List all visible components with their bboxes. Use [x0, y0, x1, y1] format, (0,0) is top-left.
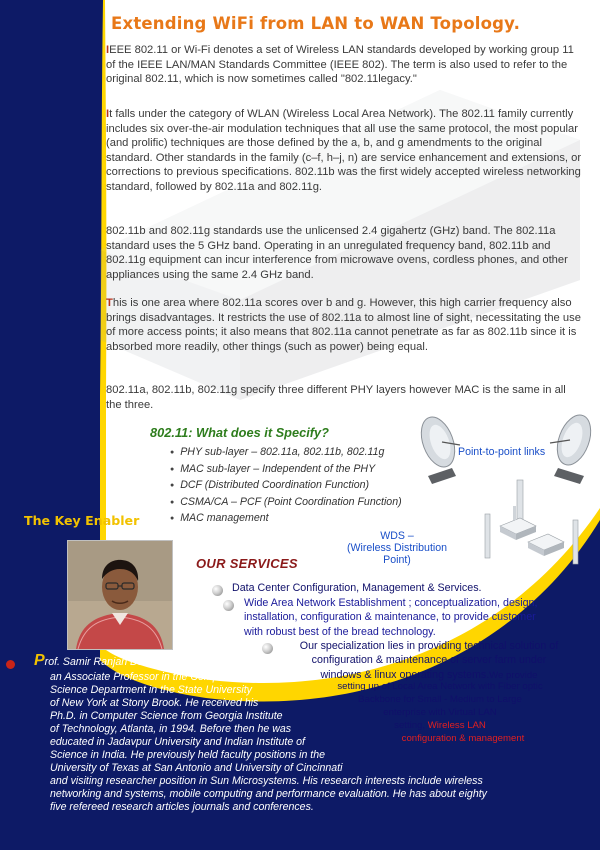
bio-line: of Technology, Atlanta, in 1994. Before then he was: [50, 723, 292, 735]
paragraph-802-11a-tradeoffs: [106, 296, 584, 354]
drop-letter: I: [106, 108, 110, 120]
bio-line: five refereed research articles journals and conferences.: [50, 801, 314, 813]
spec-item: ● MAC sub-layer – Independent of the PHY: [170, 462, 402, 479]
service-line: We provide: [489, 669, 538, 681]
paragraph-text: 802.11a, 802.11b, 802.11g specify three different PHY layers however MAC is the same in all the three.: [106, 384, 566, 411]
spec-list: [170, 445, 402, 528]
service-highlight: configuration & management: [401, 732, 525, 744]
spec-item: ● PHY sub-layer – 802.11a, 802.11b, 802.11g: [170, 445, 402, 462]
bio-line: and visiting researcher position in Sun Microsystems. His research interests include wireless: [50, 775, 483, 787]
paragraph-text: t falls under the category of WLAN (Wireless Local Area Network). The 802.11 family currently includes six over-the-air modulation techniques that all use the same protocol, the most popular (and prolific) techniques are those defined by the a, b, and g amendments to the original standard. Other standards in the family (c–f, h–j, n) are service enhancement and extensions, or corrections to previous specifications. 802.11b was the first widely accepted wireless networking standard, followed by 802.11a and 802.11g.: [106, 108, 582, 193]
page-title: Extending WiFi from LAN to WAN Topology.: [111, 14, 521, 33]
service-line: configuration & maintenance of server farm under: [311, 654, 547, 667]
bio-line-1: [34, 652, 204, 669]
wds-label-line: WDS –: [380, 530, 414, 542]
paragraph-text: his is one area where 802.11a scores over b and g. However, this high carrier frequency also brings disadvantages. It restricts the use of 802.11a to almost line of sight, necessitating the use of more access points; it also means that 802.11a cannot penetrate as far as 802.11b since it is absorbed more readily, other things (such as power) being equal.: [106, 297, 581, 353]
satellite-dish-right-icon: [550, 410, 596, 484]
bio-drop-cap: P: [34, 652, 45, 669]
paragraph-text: 802.11b and 802.11g standards use the unlicensed 2.4 gigahertz (GHz) band. The 802.11a standard uses the 5 GHz band. Operating in an unregulated frequency band, 802.11b and 802.11g equipment can incur interference from microwave ovens, cordless phones, and other appliances using the same 2.4 GHz band.: [106, 225, 568, 281]
paragraph-ieee-intro: [106, 43, 584, 87]
bio-text: rof. Samir Ranjan Das is currently: [44, 656, 204, 668]
service-wan: [244, 596, 594, 639]
satellite-dish-left-icon: [415, 412, 461, 484]
service-line: with robust best of the bread technology.: [244, 625, 436, 638]
service-server-farm: [274, 639, 584, 683]
spec-item: ● DCF (Distributed Coordination Function): [170, 478, 402, 495]
access-point-pole-2-icon: [485, 514, 490, 558]
service-line: Wide Area Network Establishment ; conceptualization, design,: [244, 597, 538, 609]
professor-photo: [67, 540, 173, 650]
access-point-right-icon: [528, 534, 564, 556]
spec-heading: 802.11: What does it Specify?: [150, 425, 329, 440]
bio-line: of New York at Stony Brook. He received his: [50, 697, 259, 709]
service-line: windows & linux operating systems.: [320, 668, 490, 681]
key-enabler-heading: The Key Enabler: [24, 513, 140, 528]
bio-line: Science Department in the State University: [50, 684, 252, 696]
service-line: setting,: [394, 719, 428, 731]
service-line: enterprise with Virtual LAN: [383, 706, 497, 718]
bullet-ball-icon: [262, 643, 273, 654]
access-point-pole-3-icon: [573, 520, 578, 564]
service-line: Backbone for Small - Medium to Large: [358, 693, 522, 705]
drop-letter: T: [106, 297, 113, 309]
portrait-image: [68, 541, 172, 649]
service-data-center: Data Center Configuration, Management & Services.: [232, 582, 482, 594]
bullet-ball-icon: [223, 600, 234, 611]
bio-line: Science in India. He previously held faculty positions in the: [50, 749, 326, 761]
wds-label: [338, 530, 456, 566]
bio-line: an Associate Professor in the Computer: [50, 671, 237, 683]
bio-line: University of Texas at San Antonio and University of Cincinnati: [50, 762, 343, 774]
paragraph-phy-mac: [106, 383, 584, 412]
spec-item: ● MAC management: [170, 511, 402, 528]
service-line: setting up of Local Area Network with Fiber optic: [337, 681, 543, 692]
access-point-pole-1-icon: [517, 480, 523, 524]
service-lan-fiber: [320, 681, 560, 746]
service-highlight: Wireless LAN: [427, 719, 486, 731]
drop-letter: I: [106, 44, 110, 56]
point-to-point-label: Point-to-point links: [458, 446, 546, 458]
paragraph-text: EEE 802.11 or Wi-Fi denotes a set of Wireless LAN standards developed by working group 11 of the IEEE LAN/MAN Standards Committee (IEEE 802). The term is also used to refer to the original 802.11, which is now sometimes called "802.11legacy.": [106, 44, 574, 86]
service-line: Our specialization lies in providing technical solution of: [299, 640, 559, 652]
bio-line: educated in Jadavpur University and Indian Institute of: [50, 736, 305, 748]
bio-line: Ph.D. in Computer Science from Georgia Institute: [50, 710, 283, 722]
bullet-ball-icon: [212, 585, 223, 596]
wds-label-line: (Wireless Distribution Point): [346, 542, 448, 566]
paragraph-frequency-bands: [106, 224, 584, 282]
paragraph-wlan-category: [106, 107, 584, 195]
bio-bullet-icon: [6, 660, 15, 669]
service-line: installation, configuration & maintenance, to provide customer: [244, 611, 536, 624]
spec-item: ● CSMA/CA – PCF (Point Coordination Function): [170, 495, 402, 512]
services-heading: OUR SERVICES: [196, 556, 298, 571]
bio-line: networking and systems, mobile computing and performance evaluation. He has about eighty: [50, 788, 487, 800]
